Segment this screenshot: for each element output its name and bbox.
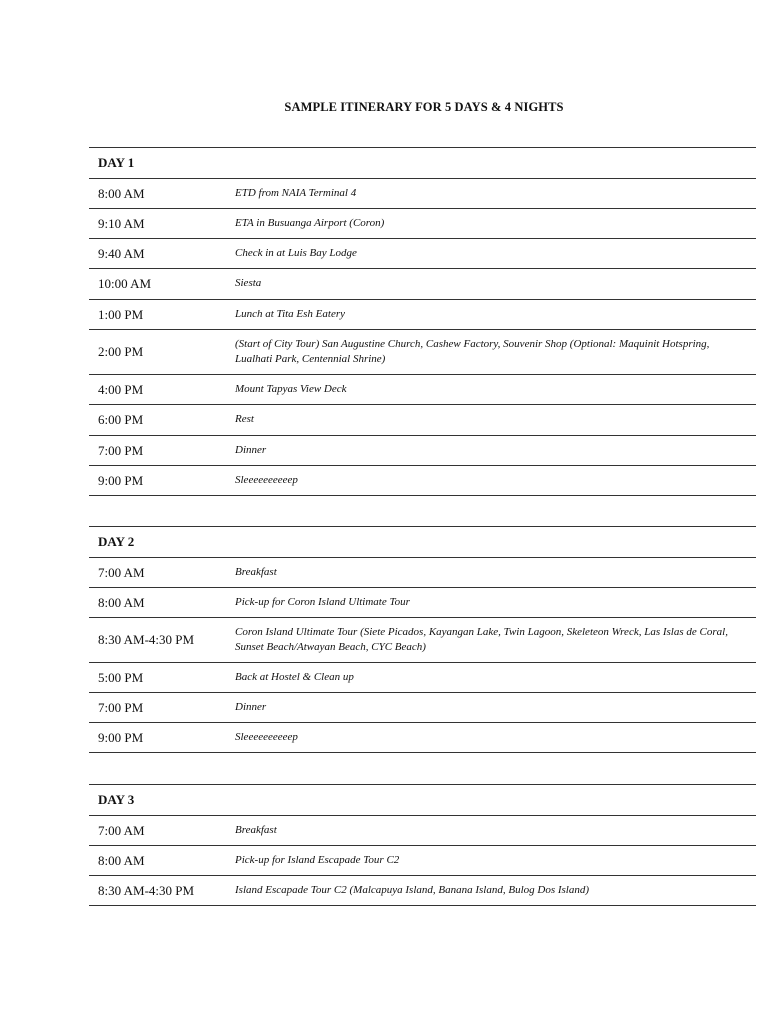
table-row	[89, 330, 756, 375]
activity-cell: Sleeeeeeeeeep	[235, 730, 298, 743]
time-cell: 2:00 PM	[98, 344, 144, 359]
table-row	[89, 876, 756, 906]
activity-cell: Check in at Luis Bay Lodge	[235, 246, 357, 259]
table-row	[89, 618, 756, 663]
time-cell: 8:00 AM	[98, 185, 145, 201]
time-cell: 8:30 AM-4:30 PM	[98, 632, 195, 647]
activity-cell: Rest	[235, 413, 254, 426]
document-title: SAMPLE ITINERARY FOR 5 DAYS & 4 NIGHTS	[284, 100, 564, 114]
activity-cell: Siesta	[235, 277, 262, 290]
activity-cell: ETA in Busuanga Airport (Coron)	[235, 216, 385, 229]
table-row	[89, 723, 756, 753]
table-row	[89, 179, 756, 209]
table-row	[89, 663, 756, 693]
table-row	[89, 300, 756, 330]
table-row	[89, 558, 756, 588]
activity-cell: (Start of City Tour) San Augustine Church, Cashew Factory, Souvenir Shop (Optional: Maquinit Hotspring, Lualhati Park, Centennial Shrine)	[235, 337, 710, 365]
table-row	[89, 846, 756, 876]
activity-cell: Dinner	[235, 700, 267, 713]
activity-cell: Breakfast	[235, 565, 277, 578]
activity-cell: Breakfast	[235, 823, 277, 836]
activity-cell: Dinner	[235, 443, 267, 456]
time-cell: 9:10 AM	[98, 215, 145, 231]
day-2-table	[89, 526, 756, 753]
time-cell: 6:00 PM	[98, 412, 144, 427]
table-row	[89, 436, 756, 466]
activity-cell: Island Escapade Tour C2 (Malcapuya Island, Banana Island, Bulog Dos Island)	[235, 883, 590, 896]
day-1-table	[89, 147, 756, 496]
activity-cell: Mount Tapyas View Deck	[235, 382, 347, 395]
time-cell: 7:00 PM	[98, 699, 144, 715]
time-cell: 8:00 AM	[98, 852, 145, 868]
table-row	[89, 209, 756, 239]
table-row	[89, 466, 756, 496]
day-3-table	[89, 784, 756, 906]
table-row	[89, 375, 756, 405]
day-header: DAY 3	[89, 785, 756, 816]
activity-cell: Back at Hostel & Clean up	[235, 670, 354, 683]
time-cell: 9:00 PM	[98, 472, 144, 488]
activity-cell: ETD from NAIA Terminal 4	[235, 186, 357, 199]
time-cell: 8:30 AM-4:30 PM	[98, 882, 195, 898]
table-row	[89, 588, 756, 618]
time-cell: 4:00 PM	[98, 381, 144, 397]
table-row	[89, 405, 756, 436]
activity-cell: Coron Island Ultimate Tour (Siete Picados, Kayangan Lake, Twin Lagoon, Skeleteon Wreck, Las Islas de Coral, Sunset Beach/Atwayan Beach, CYC Beach)	[235, 625, 728, 653]
time-cell: 10:00 AM	[98, 276, 152, 291]
activity-cell: Sleeeeeeeeeep	[235, 473, 298, 486]
time-cell: 1:00 PM	[98, 306, 144, 322]
table-row	[89, 269, 756, 300]
table-row	[89, 239, 756, 269]
time-cell: 9:00 PM	[98, 729, 144, 745]
day-header: DAY 1	[89, 148, 756, 179]
time-cell: 8:00 AM	[98, 594, 145, 610]
time-cell: 9:40 AM	[98, 245, 145, 261]
time-cell: 7:00 AM	[98, 564, 145, 580]
table-row	[89, 816, 756, 846]
day-header: DAY 2	[89, 527, 756, 558]
activity-cell: Lunch at Tita Esh Eatery	[235, 307, 345, 320]
time-cell: 5:00 PM	[98, 669, 144, 685]
table-row	[89, 693, 756, 723]
time-cell: 7:00 PM	[98, 442, 144, 458]
time-cell: 7:00 AM	[98, 822, 145, 838]
activity-cell: Pick-up for Coron Island Ultimate Tour	[235, 595, 410, 608]
activity-cell: Pick-up for Island Escapade Tour C2	[235, 853, 400, 866]
